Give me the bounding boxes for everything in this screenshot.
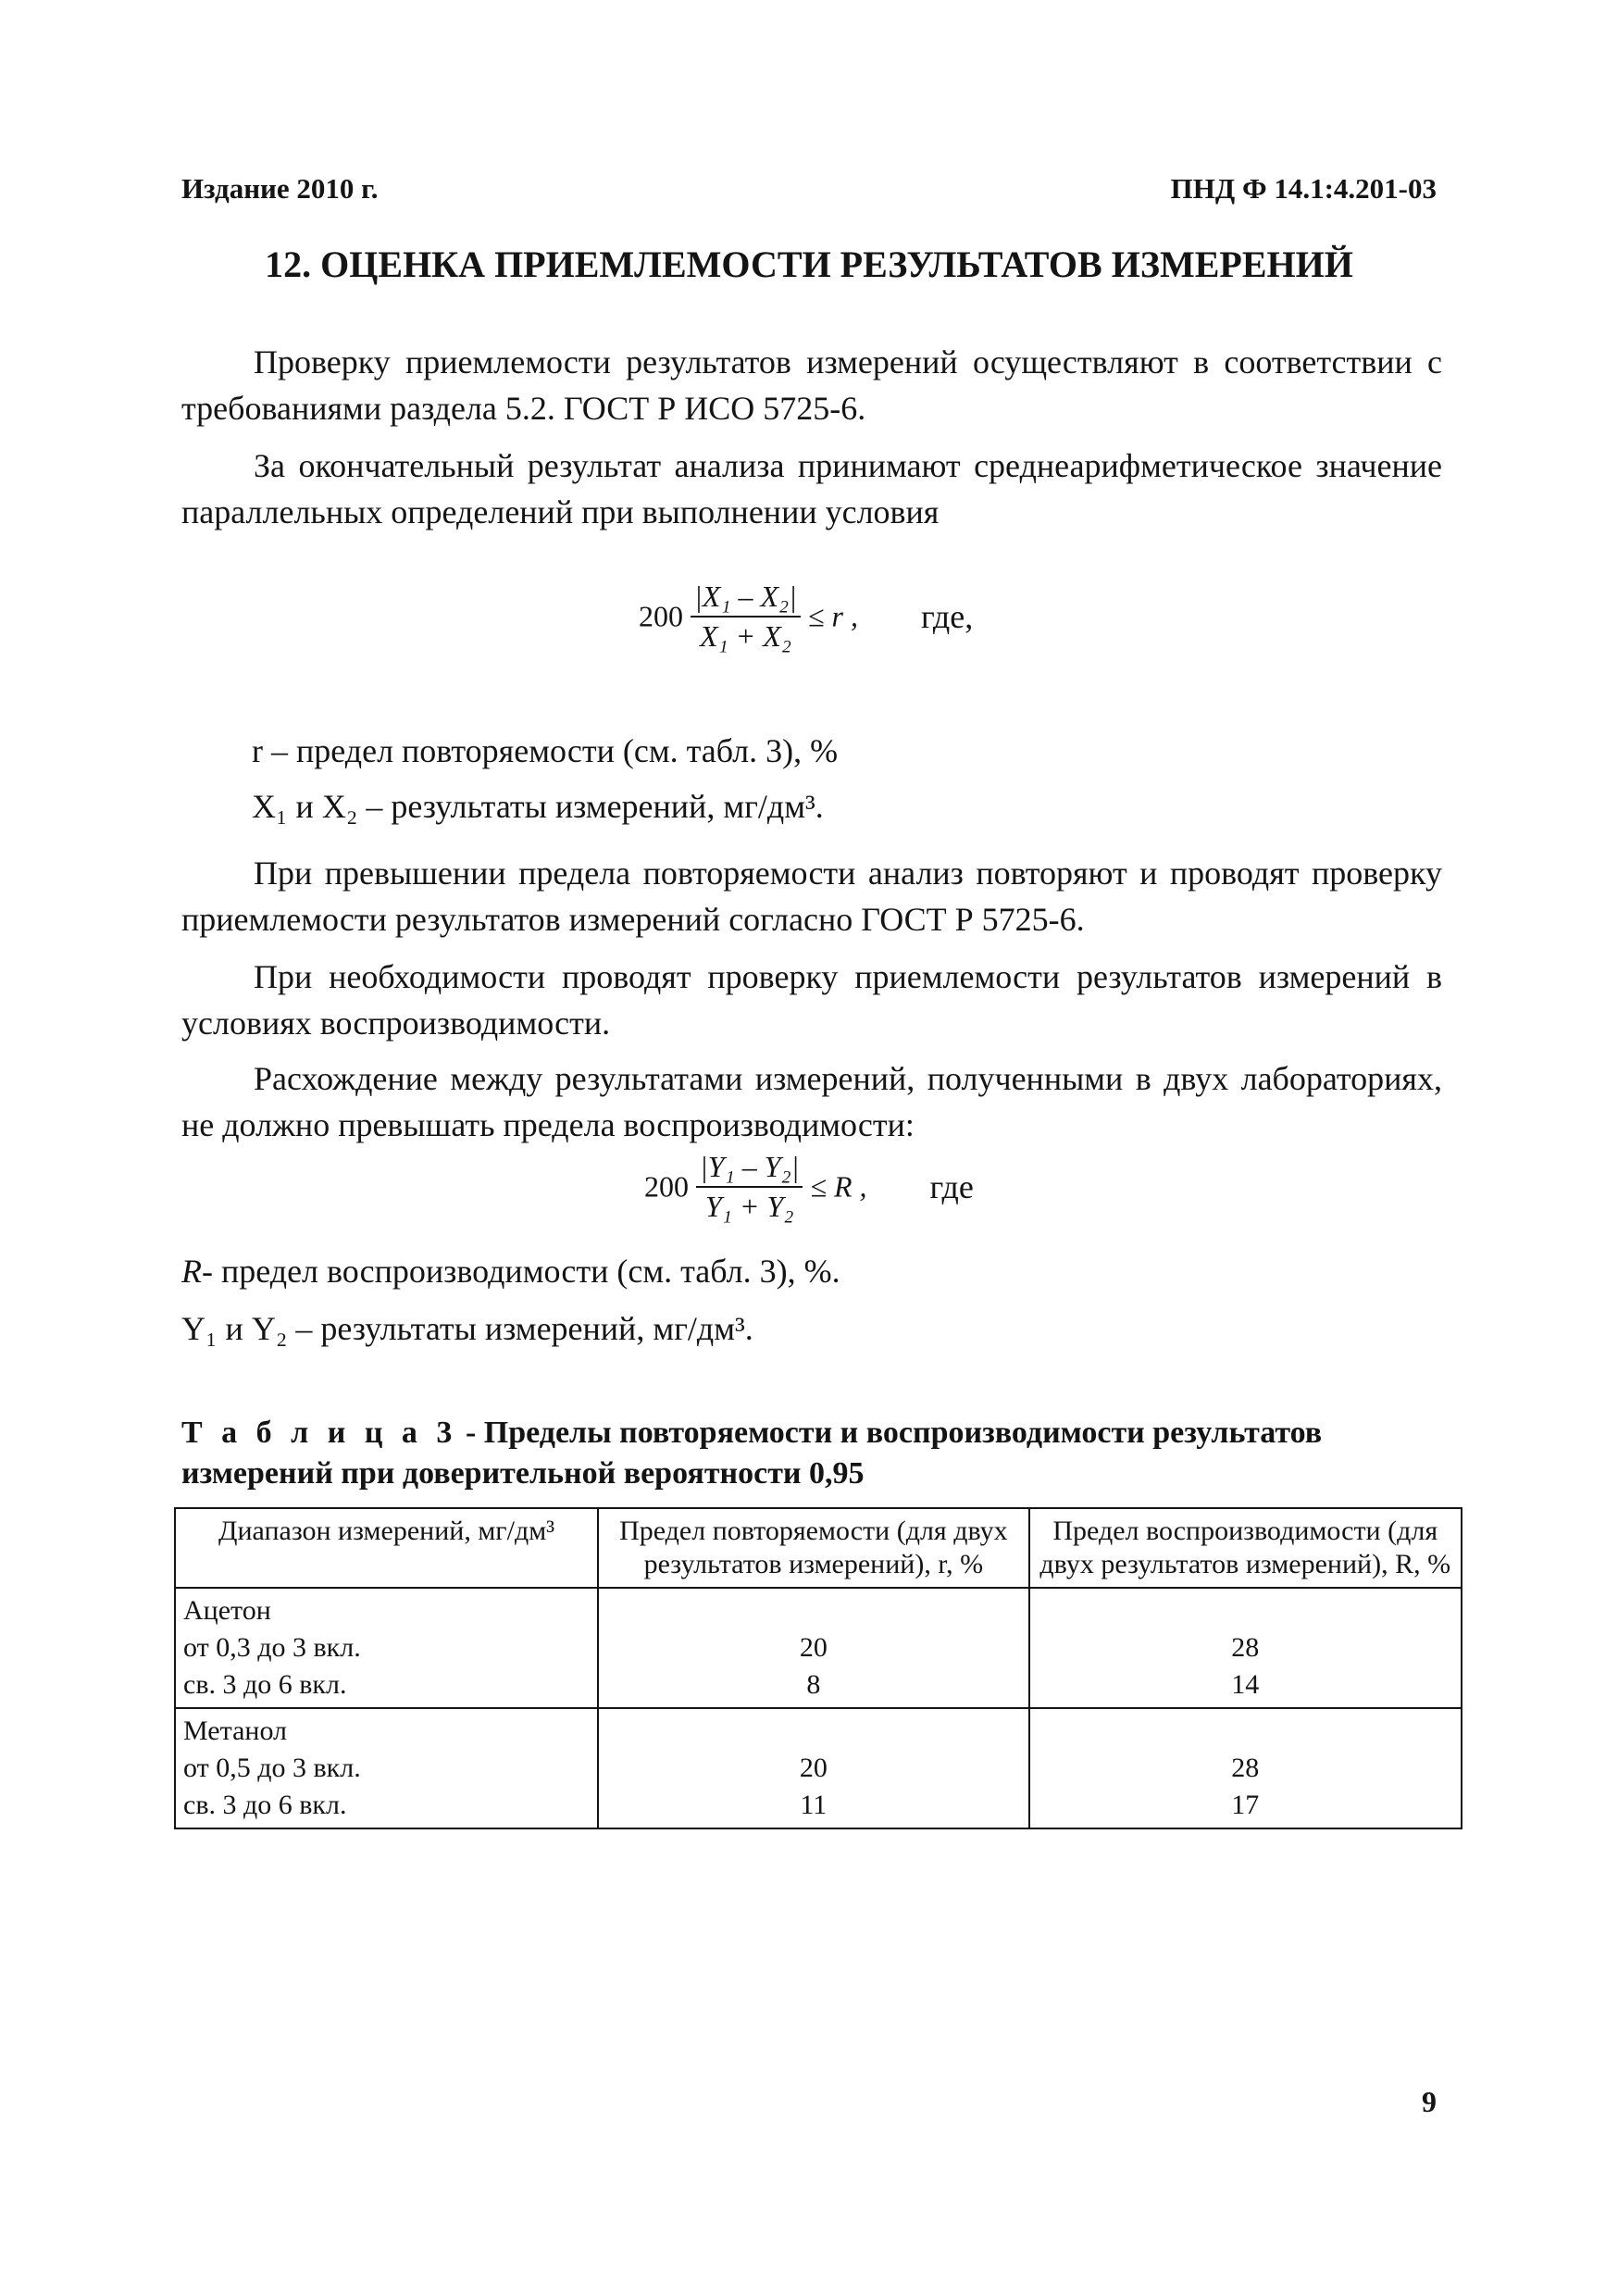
reproducibility-cell (1029, 1708, 1462, 1828)
paragraph-text: Проверку приемлемости результатов измерений осуществляют в соответствии с требованиями раздела 5.2. ГОСТ Р ИСО 5725-6. (181, 343, 1442, 427)
column-header-reproducibility: Предел воспроизводимости (для двух результатов измерений), R, % (1029, 1508, 1462, 1588)
precision-limits-table (174, 1507, 1462, 1829)
paragraph-repeatability-exceeded (181, 850, 1442, 942)
substance-name: Метанол (183, 1716, 288, 1746)
definition-y: Y₁ и Y₂ – результаты измерений, мг/дм³. (181, 1310, 753, 1347)
paragraph-lab-discrepancy (181, 1055, 1442, 1148)
paragraph-text: При необходимости проводят проверку приемлемости результатов измерений в условиях воспроизводимости. (181, 958, 1442, 1042)
repeatability-value: 20 (799, 1632, 828, 1663)
paragraph-acceptability-check (181, 339, 1442, 431)
definition-text: – предел повторяемости (см. табл. 3), % (263, 732, 839, 769)
symbol-r: r (252, 732, 263, 769)
reproducibility-value: 14 (1231, 1669, 1260, 1700)
table-caption-lead: Т а б л и ц а 3 (181, 1416, 458, 1450)
formula-denominator: X₁ + X₂ (700, 619, 791, 653)
reproducibility-value: 17 (1231, 1790, 1260, 1820)
table-row-acetone (175, 1588, 1462, 1708)
substance-name: Ацетон (183, 1595, 271, 1626)
repeatability-cell (598, 1708, 1028, 1828)
reproducibility-formula (644, 1150, 974, 1224)
formula-where: где (929, 1168, 974, 1205)
paragraph-text: За окончательный результат анализа принимают среднеарифметическое значение параллельных определений при выполнении условия (181, 447, 1442, 530)
definition-text: - предел воспроизводимости (см. табл. 3), %. (202, 1253, 840, 1290)
formula-coefficient: 200 (644, 1169, 689, 1204)
section-title: 12. ОЦЕНКА ПРИЕМЛЕМОСТИ РЕЗУЛЬТАТОВ ИЗМЕРЕНИЙ (265, 243, 1353, 285)
symbol-R: R (181, 1253, 202, 1290)
range-value: от 0,5 до 3 вкл. (183, 1753, 361, 1783)
repeatability-formula (639, 580, 973, 654)
formula-fraction (691, 580, 801, 654)
formula-fraction (696, 1150, 803, 1224)
reproducibility-cell (1029, 1588, 1462, 1708)
table-caption-text: - Пределы повторяемости и воспроизводимости результатов измерений при доверительной вероятности 0,95 (181, 1416, 1323, 1491)
edition-label: Издание 2010 г. (181, 172, 379, 205)
range-value: св. 3 до 6 вкл. (183, 1669, 347, 1700)
range-cell (175, 1588, 598, 1708)
formula-where: где, (920, 598, 974, 635)
definition-R (181, 1252, 840, 1291)
formula-relation: ≤ r , (807, 599, 858, 633)
definition-r (252, 731, 838, 770)
range-value: св. 3 до 6 вкл. (183, 1790, 347, 1820)
table-header-row (175, 1508, 1462, 1588)
repeatability-value: 20 (799, 1753, 828, 1783)
paragraph-text: При превышении предела повторяемости анализ повторяют и проводят проверку приемлемости результатов измерений согласно ГОСТ Р 5725-6. (181, 855, 1442, 938)
paragraph-final-result (181, 443, 1442, 535)
document-code: ПНД Ф 14.1:4.201-03 (1170, 172, 1437, 205)
table-caption (181, 1413, 1450, 1494)
formula-relation: ≤ R , (810, 1169, 867, 1204)
repeatability-value: 8 (806, 1669, 821, 1700)
range-value: от 0,3 до 3 вкл. (183, 1632, 361, 1663)
column-header-repeatability: Предел повторяемости (для двух результатов измерений), r, % (598, 1508, 1028, 1588)
repeatability-cell (598, 1588, 1028, 1708)
definition-x: X₁ и X₂ – результаты измерений, мг/дм³. (252, 788, 824, 825)
table-row-methanol (175, 1708, 1462, 1828)
formula-coefficient: 200 (639, 599, 683, 633)
repeatability-value: 11 (800, 1790, 828, 1820)
page-number: 9 (1422, 2085, 1437, 2118)
paragraph-reproducibility-check (181, 954, 1442, 1046)
formula-denominator: Y₁ + Y₂ (705, 1190, 794, 1223)
paragraph-text: Расхождение между результатами измерений, полученными в двух лабораториях, не должно превышать предела воспроизводимости: (181, 1060, 1442, 1143)
reproducibility-value: 28 (1231, 1632, 1260, 1663)
formula-numerator: |Y₁ – Y₂| (696, 1150, 803, 1188)
column-header-range: Диапазон измерений, мг/дм³ (175, 1508, 598, 1588)
reproducibility-value: 28 (1231, 1753, 1260, 1783)
range-cell (175, 1708, 598, 1828)
formula-numerator: |X₁ – X₂| (691, 580, 801, 618)
